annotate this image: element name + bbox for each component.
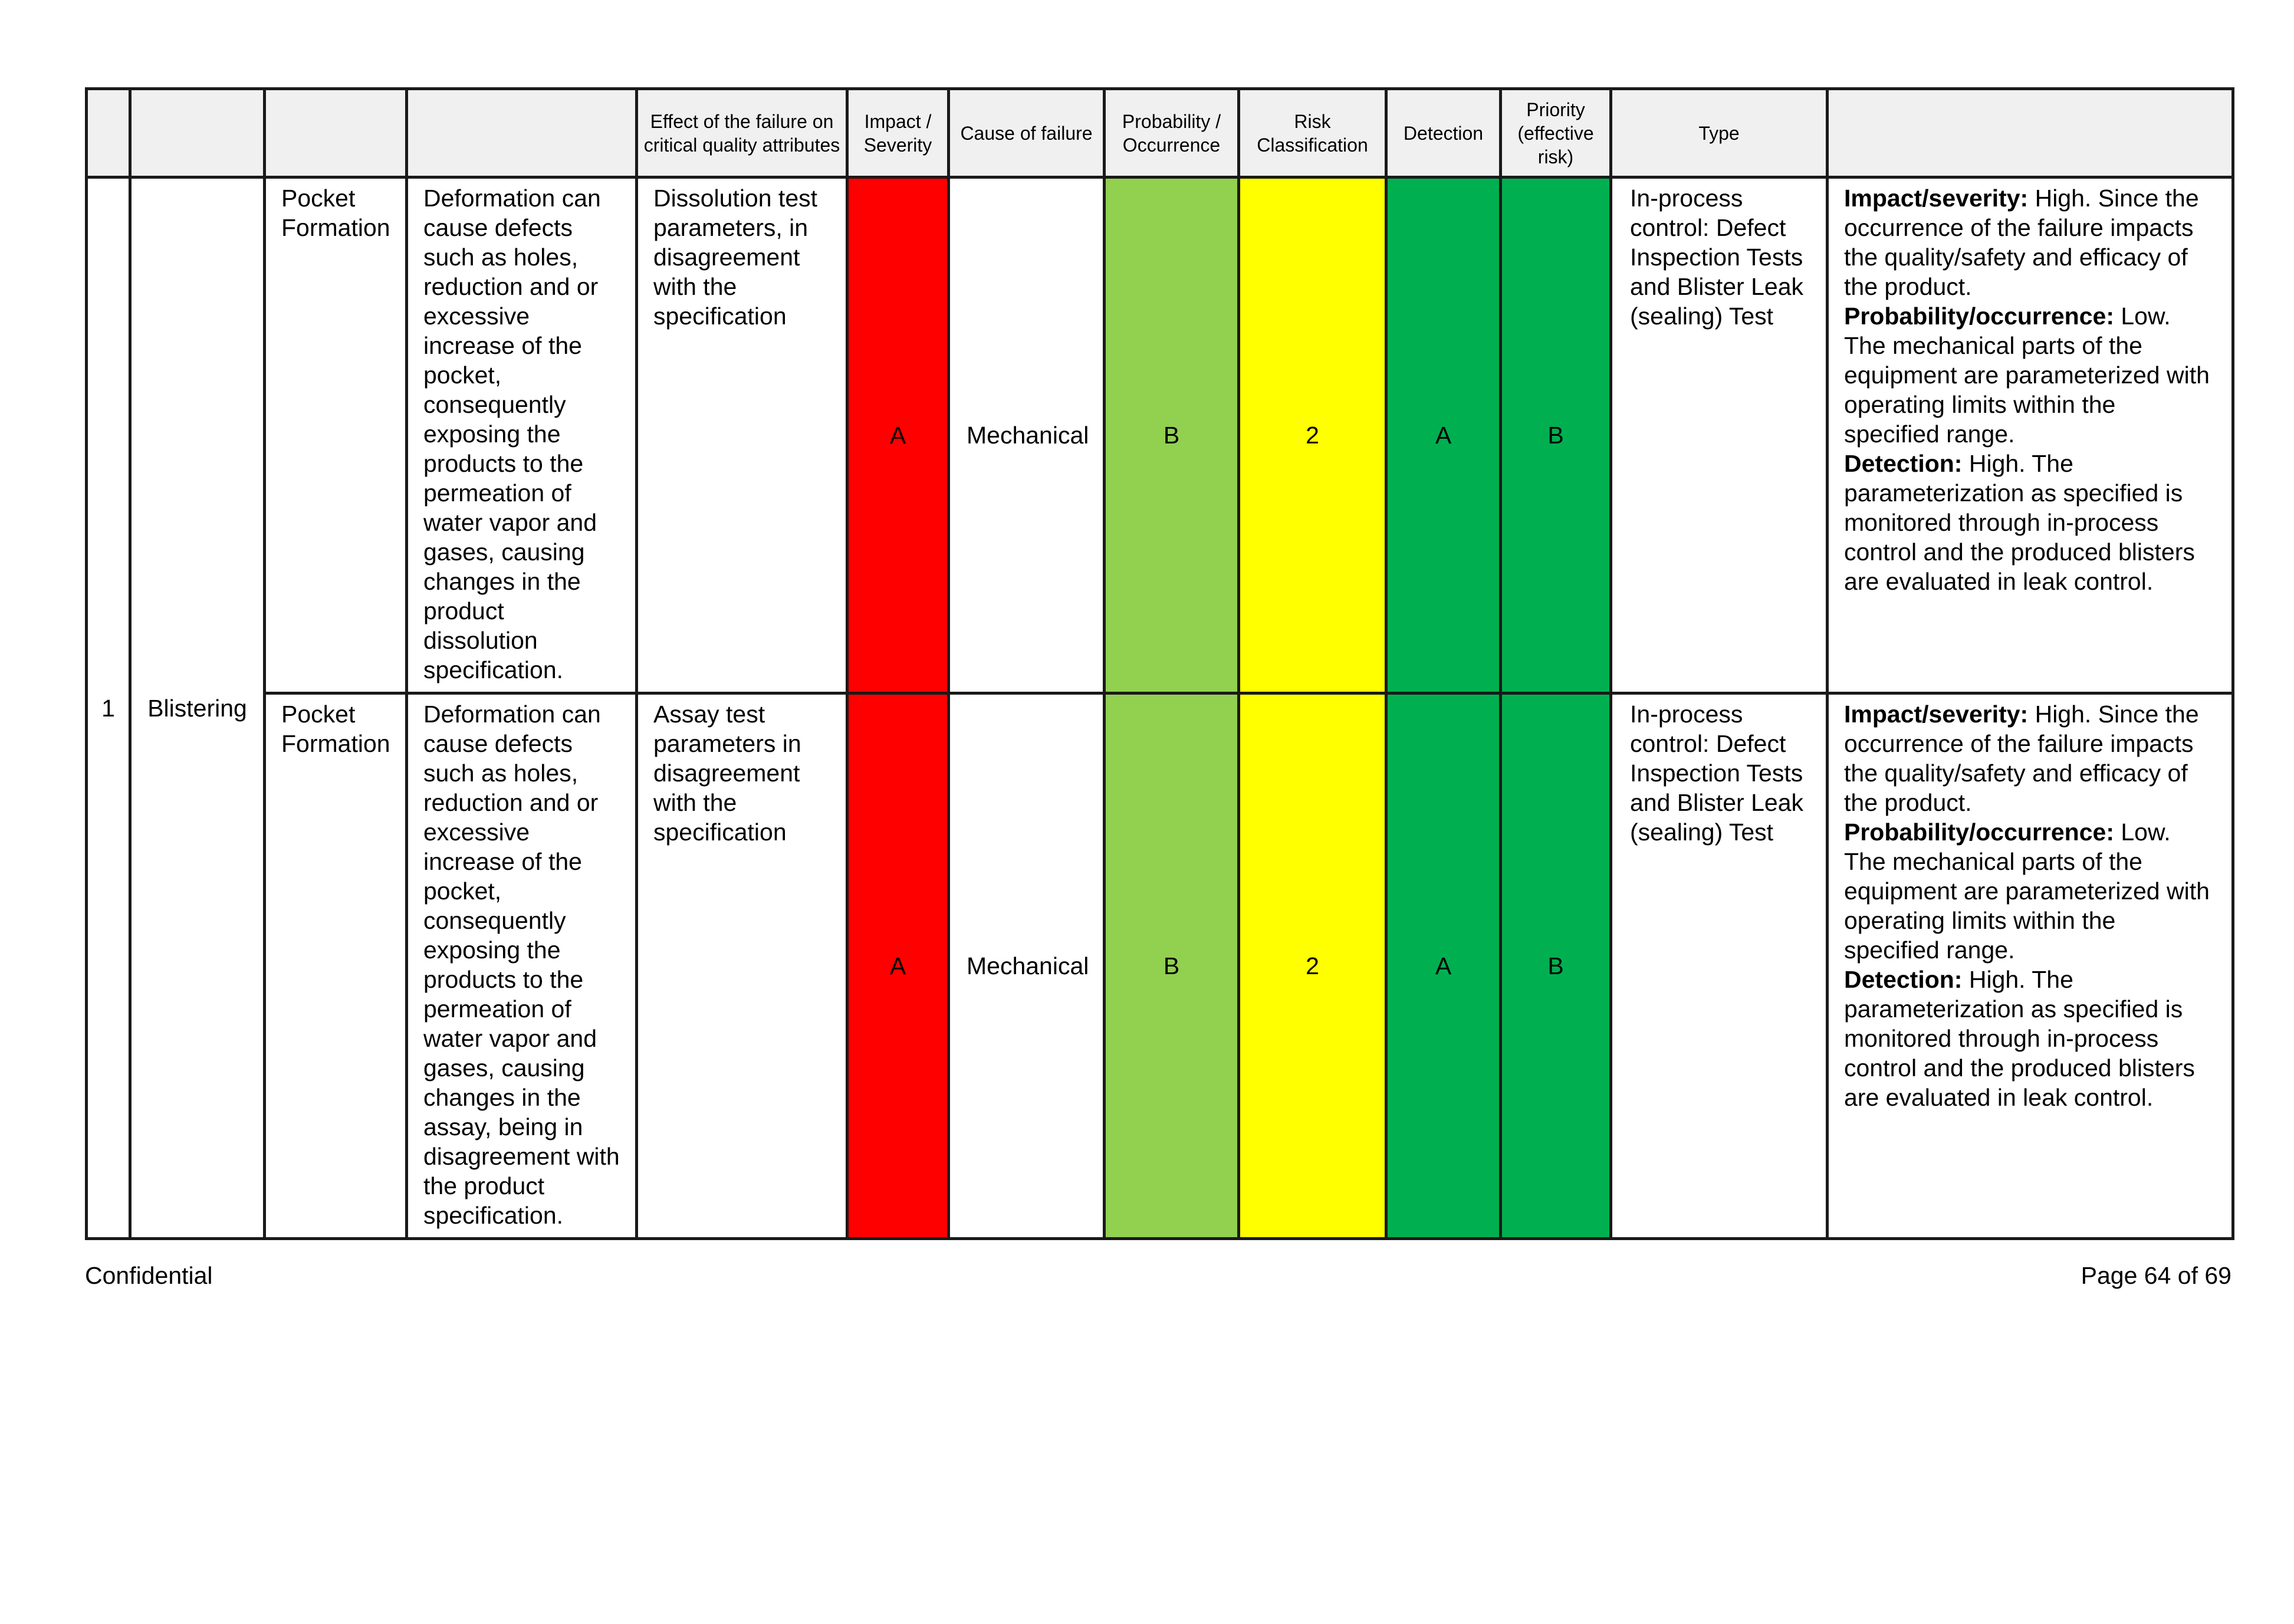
failure-mode: Blistering <box>130 177 265 1239</box>
header-type: Type <box>1611 89 1828 177</box>
process-step: Pocket Formation <box>265 693 407 1239</box>
impact-label: Impact/severity: <box>1844 185 2029 212</box>
probability-text: Low. The mechanical parts of the equipment are parameterized with operating limits within the specified range. <box>1844 303 2210 448</box>
probability-rating: B <box>1105 177 1239 693</box>
header-no <box>87 89 130 177</box>
footer-page-number: Page 64 of 69 <box>2081 1262 2231 1289</box>
cause-of-failure: Mechanical <box>949 177 1105 693</box>
control-type: In-process control: Defect Inspection Tests and Blister Leak (sealing) Test <box>1611 693 1828 1239</box>
header-failure-mode <box>130 89 265 177</box>
priority-rating: B <box>1501 177 1611 693</box>
header-cause: Cause of failure <box>949 89 1105 177</box>
detection-text: High. The parameterization as specified is monitored through in-process control and the produced blisters are evaluated in leak control. <box>1844 450 2195 595</box>
justification <box>1828 693 2233 1239</box>
cause-of-failure: Mechanical <box>949 693 1105 1239</box>
header-priority: Priority (effective risk) <box>1501 89 1611 177</box>
row-number: 1 <box>87 177 130 1239</box>
header-row <box>87 89 2233 177</box>
failure-description: Deformation can cause defects such as holes, reduction and or excessive increase of the pocket, consequently exposing the products to the permeation of water vapor and gases, causing changes in the assay, being in disagreement with the product specification. <box>407 693 637 1239</box>
probability-label: Probability/occurrence: <box>1844 818 2114 846</box>
impact-text: High. Since the occurrence of the failure impacts the quality/safety and efficacy of the product. <box>1844 701 2199 816</box>
header-risk: Risk Classification <box>1239 89 1386 177</box>
header-description <box>407 89 637 177</box>
justification <box>1828 177 2233 693</box>
header-probability: Probability / Occurrence <box>1105 89 1239 177</box>
impact-text: High. Since the occurrence of the failure impacts the quality/safety and efficacy of the product. <box>1844 185 2199 300</box>
header-impact: Impact / Severity <box>847 89 949 177</box>
control-type: In-process control: Defect Inspection Tests and Blister Leak (sealing) Test <box>1611 177 1828 693</box>
impact-rating: A <box>847 177 949 693</box>
impact-label: Impact/severity: <box>1844 701 2029 728</box>
failure-effect: Dissolution test parameters, in disagreement with the specification <box>637 177 847 693</box>
header-effect: Effect of the failure on critical quality attributes <box>637 89 847 177</box>
failure-description: Deformation can cause defects such as holes, reduction and or excessive increase of the pocket, consequently exposing the products to the permeation of water vapor and gases, causing changes in the product dissolution specification. <box>407 177 637 693</box>
footer-confidential: Confidential <box>85 1262 213 1289</box>
probability-rating: B <box>1105 693 1239 1239</box>
detection-text: High. The parameterization as specified is monitored through in-process control and the produced blisters are evaluated in leak control. <box>1844 966 2195 1111</box>
table-row <box>87 177 2233 693</box>
detection-label: Detection: <box>1844 450 1963 477</box>
table-row <box>87 693 2233 1239</box>
process-step: Pocket Formation <box>265 177 407 693</box>
probability-label: Probability/occurrence: <box>1844 303 2114 330</box>
risk-classification: 2 <box>1239 177 1386 693</box>
fmea-table <box>85 87 2234 1240</box>
detection-rating: A <box>1386 177 1501 693</box>
header-justification <box>1828 89 2233 177</box>
detection-label: Detection: <box>1844 966 1963 993</box>
probability-text: Low. The mechanical parts of the equipment are parameterized with operating limits within the specified range. <box>1844 818 2210 964</box>
header-detection: Detection <box>1386 89 1501 177</box>
header-process-step <box>265 89 407 177</box>
priority-rating: B <box>1501 693 1611 1239</box>
failure-effect: Assay test parameters in disagreement with the specification <box>637 693 847 1239</box>
risk-classification: 2 <box>1239 693 1386 1239</box>
impact-rating: A <box>847 693 949 1239</box>
detection-rating: A <box>1386 693 1501 1239</box>
